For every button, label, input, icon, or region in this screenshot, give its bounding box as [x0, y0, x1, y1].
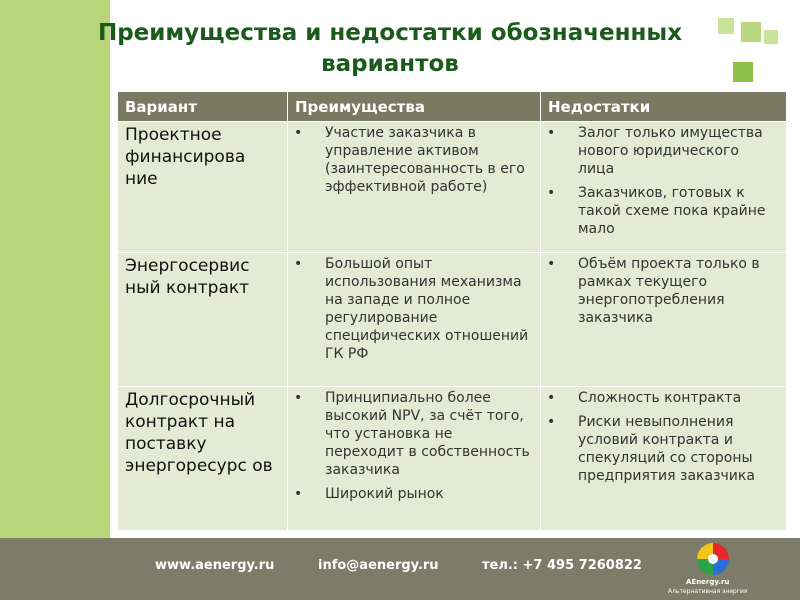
- aenergy-logo-icon: [690, 541, 736, 577]
- table-row: [118, 253, 787, 387]
- footer-phone: тел.: +7 495 7260822: [482, 558, 642, 573]
- page-title: Преимущества и недостатки обозначенных вариантов: [97, 20, 683, 77]
- pros-item: • Принципиально более высокий NPV, за счёт того, что установка не переходит в собственность заказчика: [294, 389, 532, 479]
- table-row: [118, 122, 787, 253]
- decor-square: [733, 62, 753, 82]
- pros-cell: [288, 122, 541, 253]
- comparison-table: [117, 91, 787, 531]
- cons-item: • Сложность контракта: [547, 389, 778, 407]
- cons-item: • Риски невыполнения условий контракта и спекуляций со стороны предприятия заказчика: [547, 413, 778, 485]
- footer-email-link[interactable]: info@aenergy.ru: [318, 558, 439, 573]
- logo-name: AEnergy.ru: [686, 578, 730, 586]
- decor-square: [718, 18, 734, 34]
- pros-item: • Большой опыт использования механизма на западе и полное регулирование специфических отношений ГК РФ: [294, 255, 532, 363]
- footer-website-link[interactable]: www.aenergy.ru: [155, 558, 275, 573]
- cons-cell: [541, 387, 787, 531]
- cons-item: • Заказчиков, готовых к такой схеме пока крайне мало: [547, 184, 778, 238]
- cons-item: • Залог только имущества нового юридического лица: [547, 124, 778, 178]
- cons-item: • Объём проекта только в рамках текущего энергопотребления заказчика: [547, 255, 778, 327]
- pros-item: • Широкий рынок: [294, 485, 532, 503]
- decor-square: [741, 22, 761, 42]
- left-green-band: [0, 0, 110, 538]
- column-header-pros: Преимущества: [288, 92, 541, 122]
- variant-cell: Проектное финансирова ние: [118, 122, 288, 253]
- pros-cell: [288, 253, 541, 387]
- variant-cell: Долгосрочный контракт на поставку энергоресурс ов: [118, 387, 288, 531]
- decor-square: [764, 30, 778, 44]
- pros-item: • Участие заказчика в управление активом (заинтересованность в его эффективной работе): [294, 124, 532, 196]
- pros-cell: [288, 387, 541, 531]
- logo-subtitle: Альтернативная энергия: [668, 588, 748, 595]
- cons-cell: [541, 122, 787, 253]
- variant-cell: Энергосервис ный контракт: [118, 253, 288, 387]
- table-row: [118, 387, 787, 531]
- table-header-row: [118, 92, 787, 122]
- column-header-variant: Вариант: [118, 92, 288, 122]
- column-header-cons: Недостатки: [541, 92, 787, 122]
- cons-cell: [541, 253, 787, 387]
